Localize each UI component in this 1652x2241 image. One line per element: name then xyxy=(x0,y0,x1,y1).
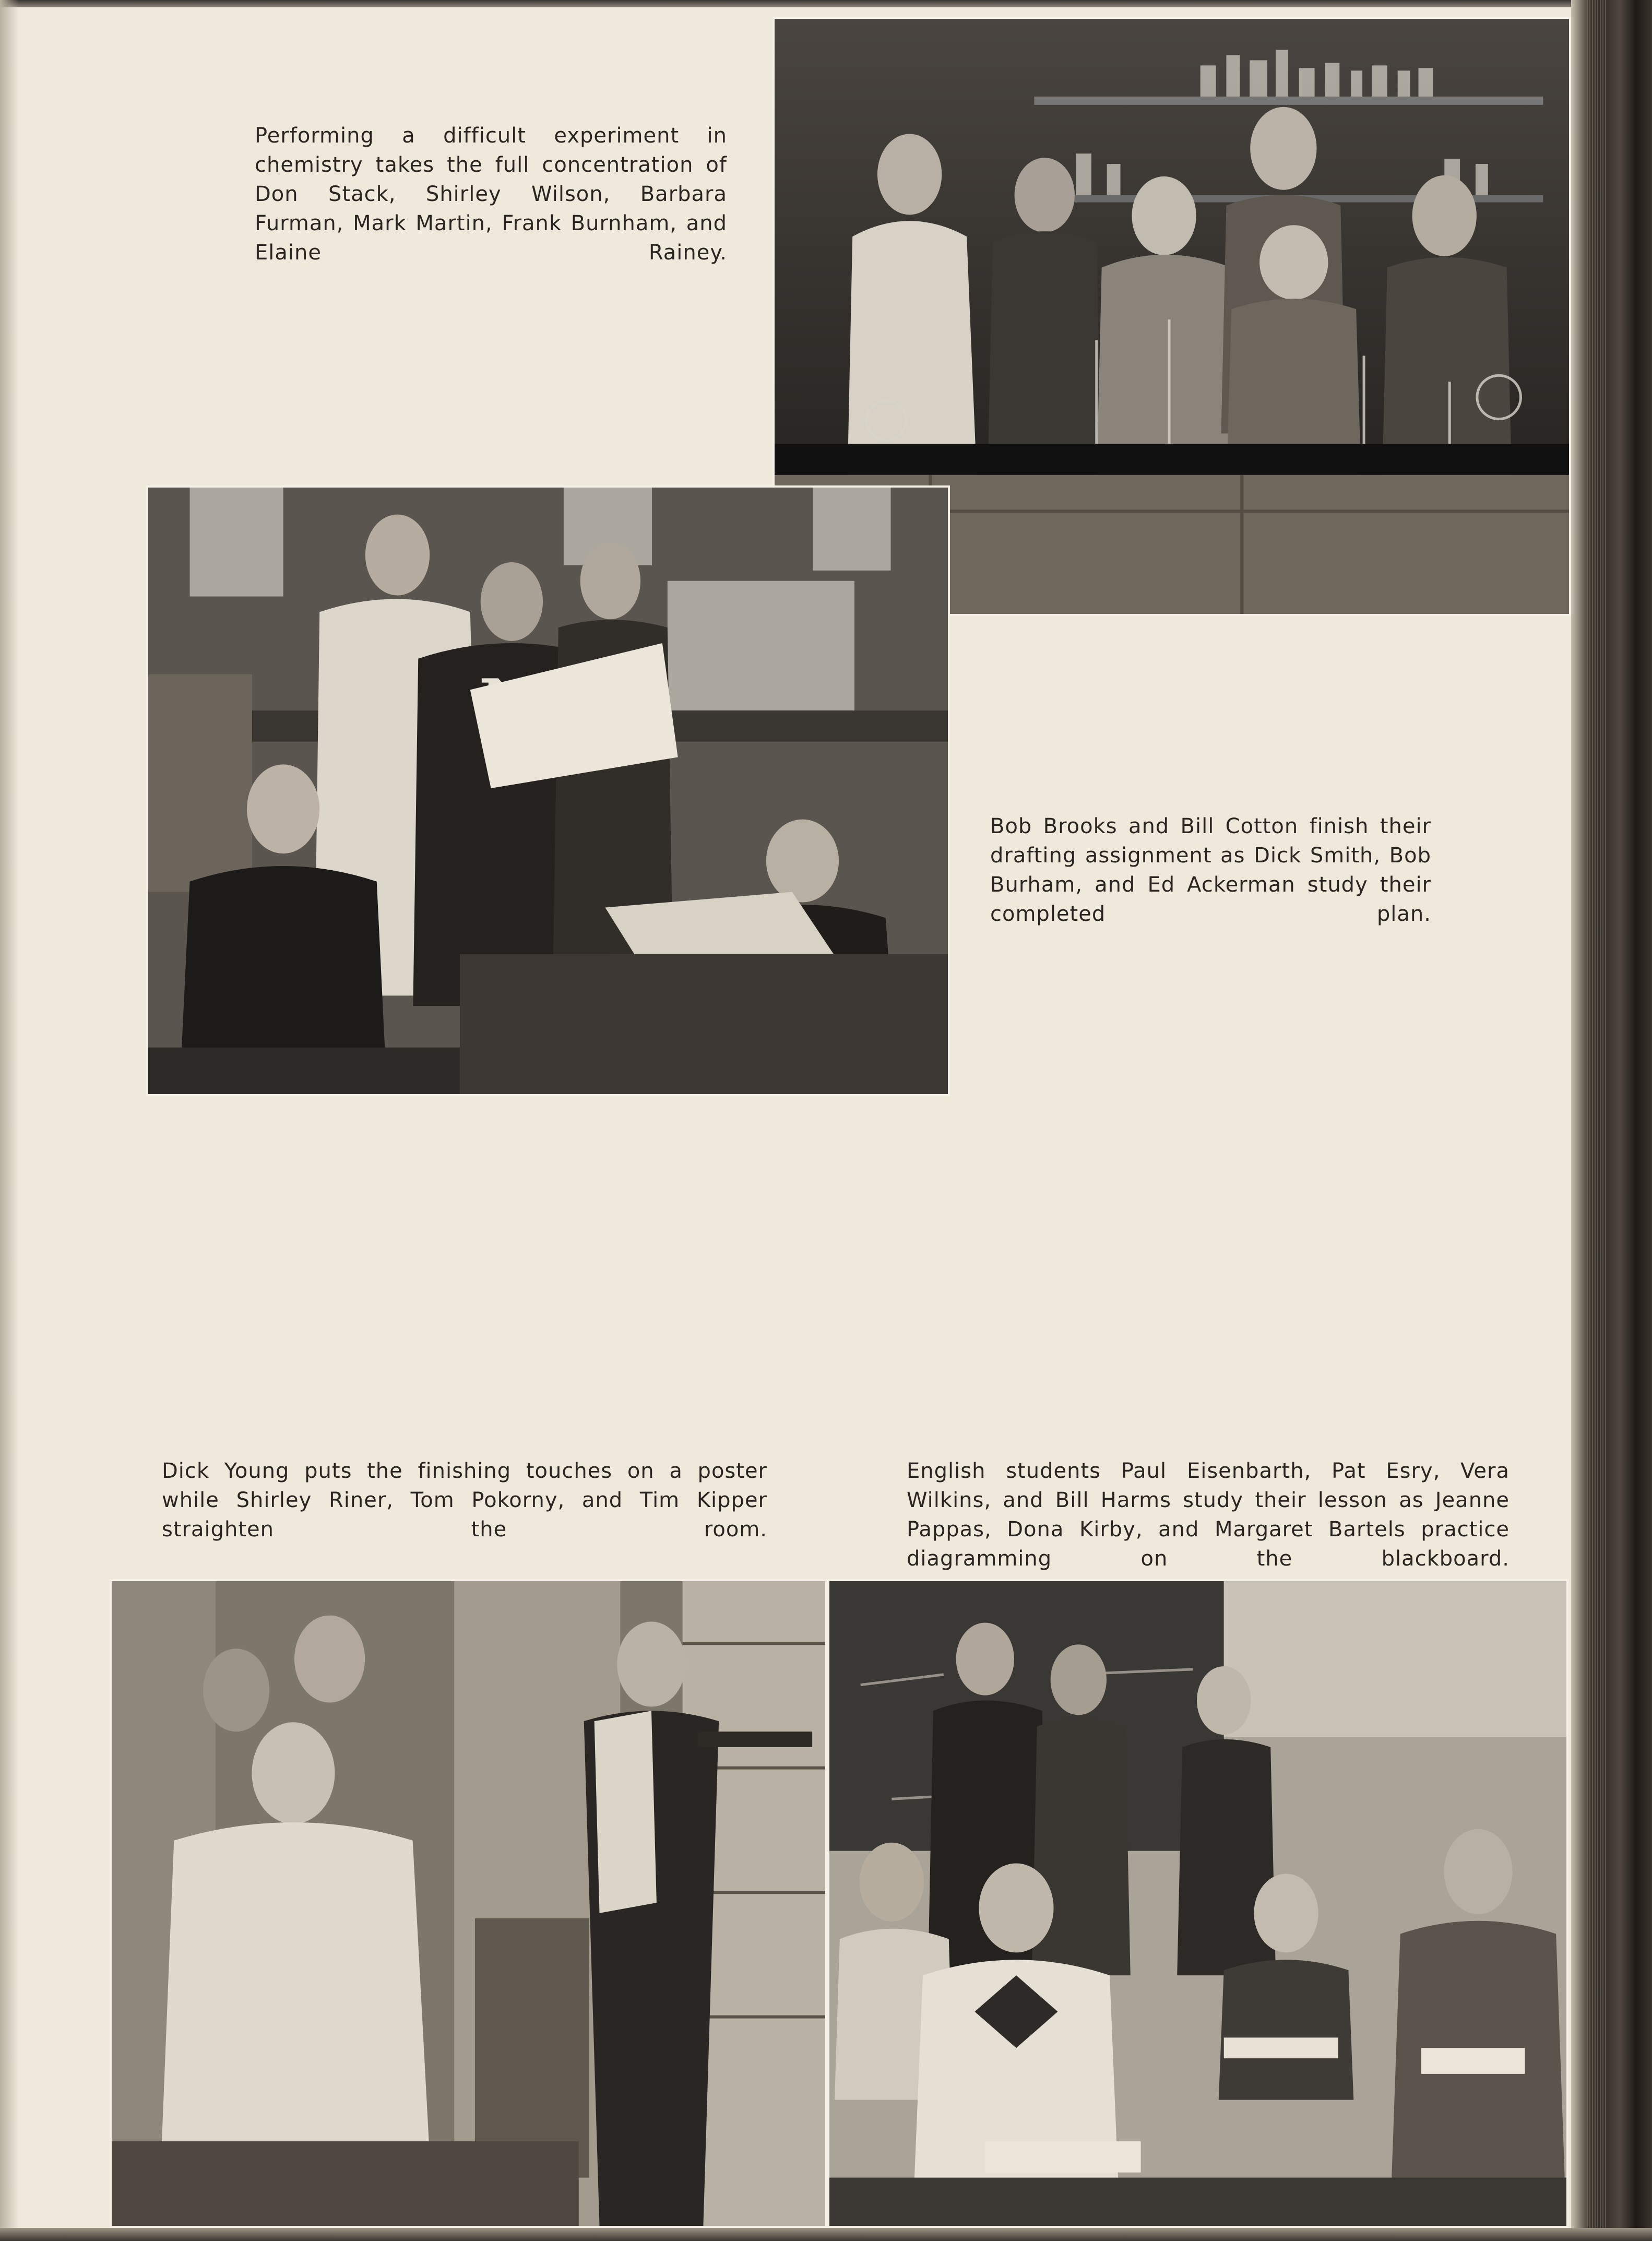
caption-poster: Dick Young puts the finishing touches on a poster while Shirley Riner, Tom Pokorny, and Tim Kipper straighten the room. xyxy=(162,1459,767,1542)
drafting-class-illustration xyxy=(148,488,948,1094)
caption-english: English students Paul Eisenbarth, Pat Esry, Vera Wilkins, and Bill Harms study their lesson as Jeanne Pappas, Dona Kirby, and Margaret Bartels practice diagramming on the blackboard. xyxy=(907,1459,1510,1571)
book-binding xyxy=(1571,0,1652,2241)
photo-drafting-class xyxy=(146,485,950,1096)
page-top-edge xyxy=(0,0,1652,7)
art-room-illustration xyxy=(112,1581,825,2226)
caption-drafting: Bob Brooks and Bill Cotton finish their drafting assignment as Dick Smith, Bob Burham, and Ed Ackerman study their completed plan. xyxy=(990,814,1431,926)
page-edges xyxy=(1587,0,1608,2241)
page-left-shadow xyxy=(0,0,19,2241)
english-class-illustration xyxy=(829,1581,1566,2226)
photo-art-room xyxy=(110,1579,827,2228)
photo-english-class xyxy=(827,1579,1568,2228)
caption-chemistry: Performing a difficult experiment in chemistry takes the full concentration of Don Stack, Shirley Wilson, Barbara Furman, Mark Martin, Frank Burnham, and Elaine Rainey. xyxy=(255,124,727,265)
page-bottom-edge xyxy=(0,2228,1652,2241)
